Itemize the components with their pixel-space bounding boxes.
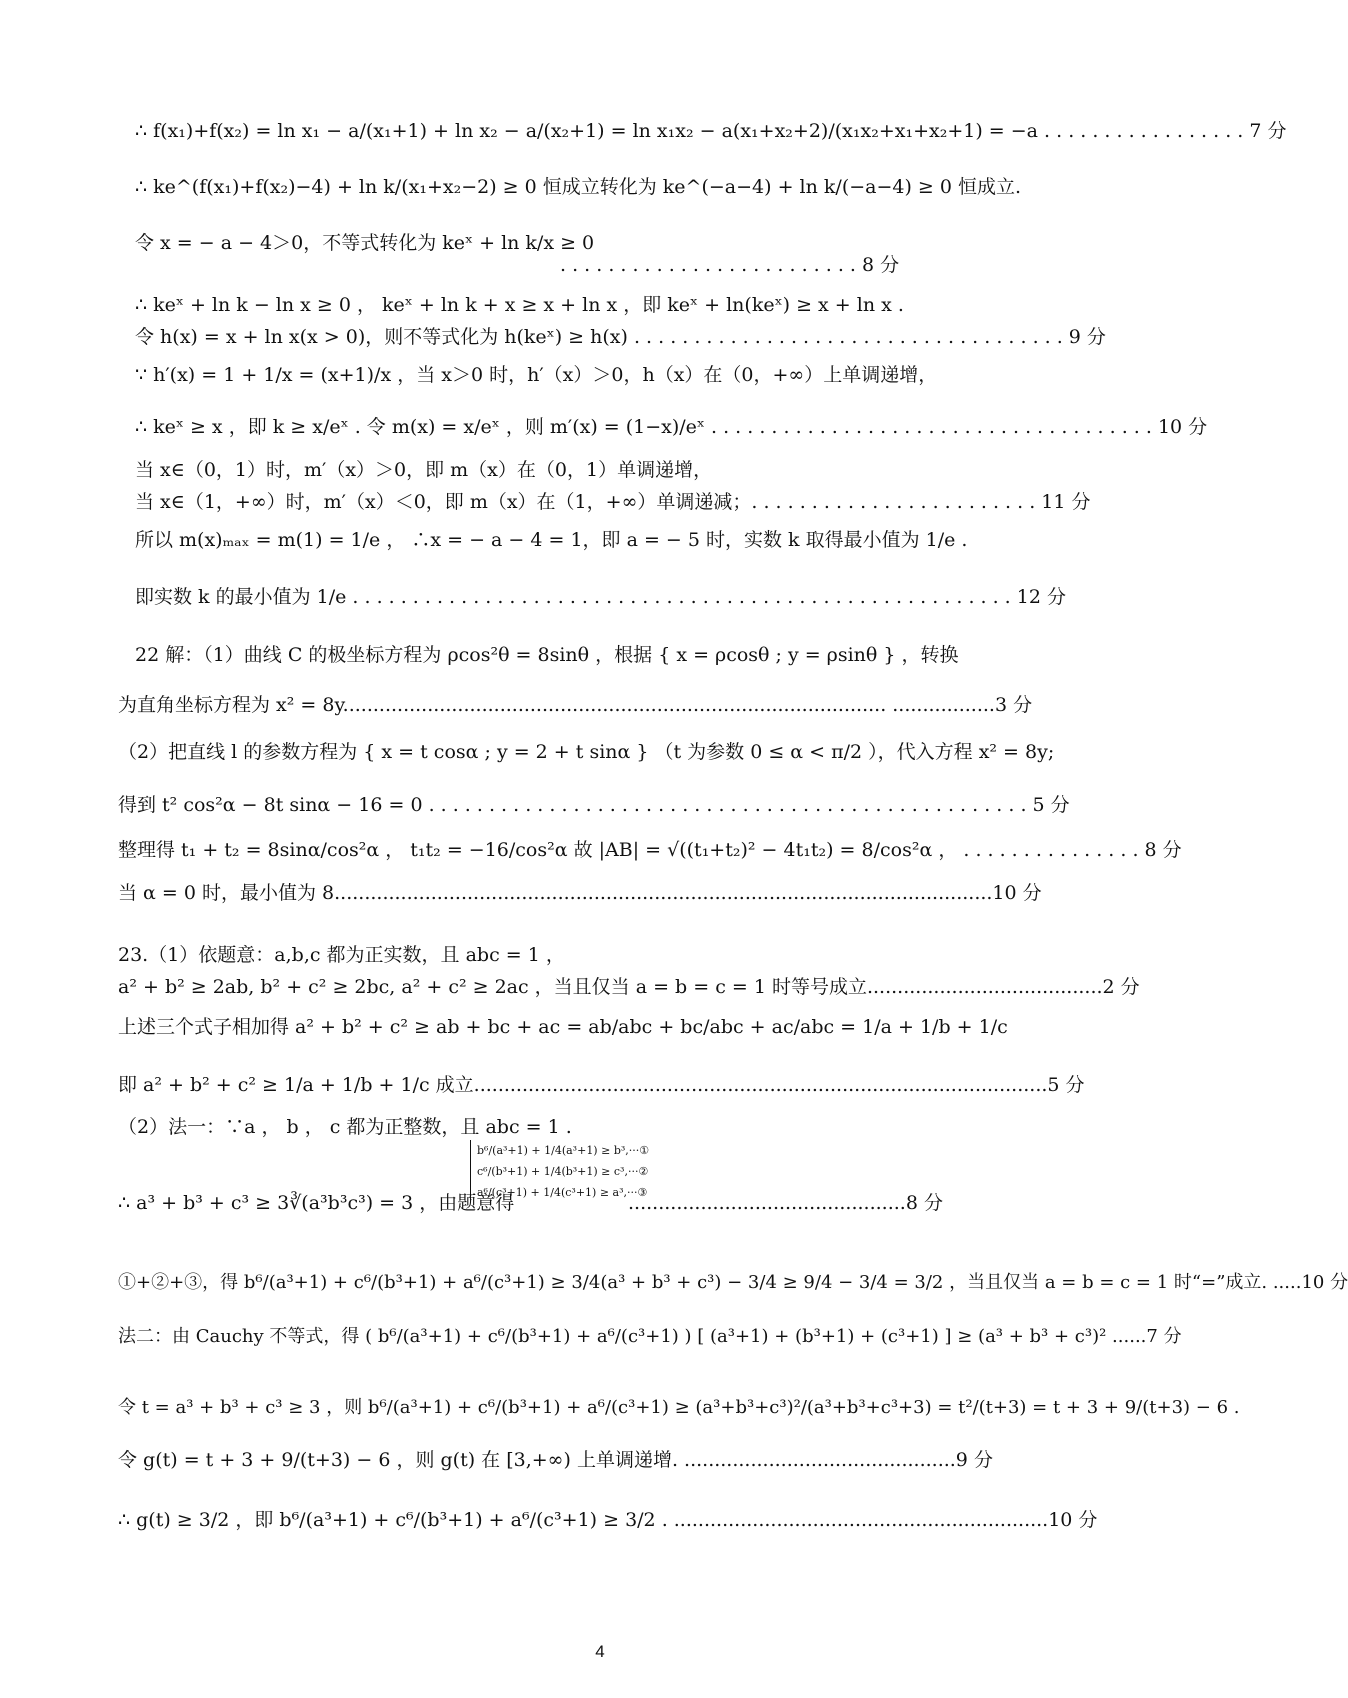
solution-line-8: 当 x∈（0，1）时，m′（x）＞0，即 m（x）在（0，1）单调递增， bbox=[135, 459, 713, 481]
solution-line-7: ∴ keˣ ≥ x ，即 k ≥ x/eˣ . 令 m(x) = x/eˣ ，则 m′(x) = (1−x)/eˣ . . . . . . . . . . . . . . . . . . . . . . . . . . . . . . . . . . . . . 10 分 bbox=[135, 416, 1208, 438]
solution-line-12: 为直角坐标方程为 x² = 8y.......................................................................................... .................3 分 bbox=[118, 694, 1033, 716]
score-line-8: . . . . . . . . . . . . . . . . . . . . . . . . . 8 分 bbox=[560, 254, 900, 276]
solution-line-13: （2）把直线 l 的参数方程为 { x = t cosα ; y = 2 + t sinα } （t 为参数 0 ≤ α < π/2 ），代入方程 x² = 8y; bbox=[118, 741, 1055, 763]
solution-line-22: ①+②+③，得 b⁶/(a³+1) + c⁶/(b³+1) + a⁶/(c³+1) ≥ 3/4(a³ + b³ + c³) − 3/4 ≥ 9/4 − 3/4 = 3/2 ，当且仅当 a = b = c = 1 时“=”成立. .....10 分 bbox=[118, 1272, 1348, 1293]
solution-line-23: 法二：由 Cauchy 不等式，得 ( b⁶/(a³+1) + c⁶/(b³+1) + a⁶/(c³+1) ) [ (a³+1) + (b³+1) + (c³+1) ] ≥ (a³ + b³ + c³)² ......7 分 bbox=[118, 1326, 1182, 1347]
solution-line-25: 令 g(t) = t + 3 + 9/(t+3) − 6 ，则 g(t) 在 [3,+∞) 上单调递增. .............................................9 分 bbox=[118, 1449, 993, 1471]
solution-line-19: 即 a² + b² + c² ≥ 1/a + 1/b + 1/c 成立...............................................................................................5 分 bbox=[118, 1074, 1085, 1096]
solution-line-1: ∴ f(x₁)+f(x₂) = ln x₁ − a/(x₁+1) + ln x₂ − a/(x₂+1) = ln x₁x₂ − a(x₁+x₂+2)/(x₁x₂+x₁+x₂+1) = −a . . . . . . . . . . . . . . . . . 7 分 bbox=[135, 120, 1287, 142]
solution-line-3: 令 x = − a − 4＞0，不等式转化为 keˣ + ln k/x ≥ 0 bbox=[135, 232, 595, 254]
solution-line-10: 所以 m(x)ₘₐₓ = m(1) = 1/e ， ∴x = − a − 4 = 1，即 a = − 5 时，实数 k 取得最小值为 1/e . bbox=[135, 529, 968, 551]
solution-line-2: ∴ ke^(f(x₁)+f(x₂)−4) + ln k/(x₁+x₂−2) ≥ 0 恒成立转化为 ke^(−a−4) + ln k/(−a−4) ≥ 0 恒成立. bbox=[135, 176, 1022, 198]
score-line-8b: ..............................................8 分 bbox=[628, 1192, 943, 1214]
inequality-2: c⁶/(b³+1) + 1/4(b³+1) ≥ c³,···② bbox=[477, 1165, 649, 1178]
solution-line-9: 当 x∈（1，+∞）时，m′（x）＜0，即 m（x）在（1，+∞）单调递减；. . . . . . . . . . . . . . . . . . . . . . . . 11 分 bbox=[135, 491, 1091, 513]
inequality-3: a⁶/(c³+1) + 1/4(c³+1) ≥ a³,···③ bbox=[477, 1186, 648, 1199]
problem-23-heading: 23.（1）依题意：a,b,c 都为正实数，且 abc = 1 ， bbox=[118, 944, 565, 966]
page-number: 4 bbox=[595, 1642, 605, 1661]
solution-line-4: ∴ keˣ + ln k − ln x ≥ 0 ， keˣ + ln k + x ≥ x + ln x ，即 keˣ + ln(keˣ) ≥ x + ln x . bbox=[135, 294, 904, 316]
solution-line-11: 即实数 k 的最小值为 1/e . . . . . . . . . . . . . . . . . . . . . . . . . . . . . . . . . . . . . . . . . . . . . . . . . . . . . . . 12 分 bbox=[135, 586, 1066, 608]
solution-line-17: a² + b² ≥ 2ab, b² + c² ≥ 2bc, a² + c² ≥ 2ac ，当且仅当 a = b = c = 1 时等号成立.......................................2 分 bbox=[118, 976, 1140, 998]
solution-line-5: 令 h(x) = x + ln x(x > 0)，则不等式化为 h(keˣ) ≥ h(x) . . . . . . . . . . . . . . . . . . . . . . . . . . . . . . . . . . . . 9 分 bbox=[135, 326, 1106, 348]
solution-line-14: 得到 t² cos²α − 8t sinα − 16 = 0 . . . . . . . . . . . . . . . . . . . . . . . . . . . . . . . . . . . . . . . . . . . . . . . . . . 5 分 bbox=[118, 794, 1070, 816]
solution-line-16: 当 α = 0 时，最小值为 8.............................................................................................................10 分 bbox=[118, 882, 1042, 904]
solution-line-26: ∴ g(t) ≥ 3/2 ，即 b⁶/(a³+1) + c⁶/(b³+1) + a⁶/(c³+1) ≥ 3/2 . ..............................................................10 分 bbox=[118, 1509, 1098, 1531]
inequality-1: b⁶/(a³+1) + 1/4(a³+1) ≥ b³,···① bbox=[477, 1144, 650, 1157]
solution-line-18: 上述三个式子相加得 a² + b² + c² ≥ ab + bc + ac = ab/abc + bc/abc + ac/abc = 1/a + 1/b + 1/c bbox=[118, 1016, 1008, 1038]
solution-line-15: 整理得 t₁ + t₂ = 8sinα/cos²α ， t₁t₂ = −16/cos²α 故 |AB| = √((t₁+t₂)² − 4t₁t₂) = 8/cos²α ， . . . . . . . . . . . . . . . 8 分 bbox=[118, 839, 1182, 861]
solution-line-24: 令 t = a³ + b³ + c³ ≥ 3 ，则 b⁶/(a³+1) + c⁶/(b³+1) + a⁶/(c³+1) ≥ (a³+b³+c³)²/(a³+b³+c³+3) = t²/(t+3) = t + 3 + 9/(t+3) − 6 . bbox=[118, 1397, 1240, 1418]
problem-22-heading: 22 解：（1）曲线 C 的极坐标方程为 ρcos²θ = 8sinθ ，根据 { x = ρcosθ ; y = ρsinθ } ，转换 bbox=[135, 644, 959, 666]
solution-line-6: ∵ h′(x) = 1 + 1/x = (x+1)/x ，当 x＞0 时，h′（x）＞0，h（x）在（0，+∞）上单调递增， bbox=[135, 364, 938, 386]
solution-line-20: （2）法一：∵a ， b ， c 都为正整数，且 abc = 1 . bbox=[118, 1116, 572, 1138]
solution-line-21: ∴ a³ + b³ + c³ ≥ 3∛(a³b³c³) = 3 ，由题意得 bbox=[118, 1192, 515, 1214]
